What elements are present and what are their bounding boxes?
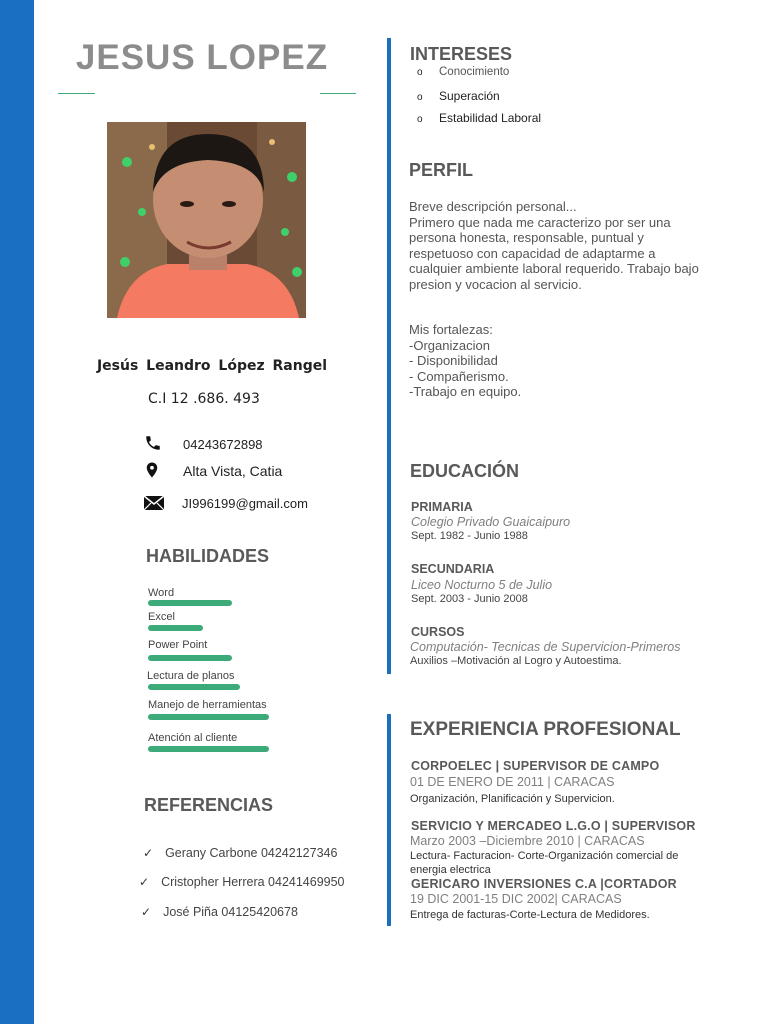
job-meta: 01 DE ENERO DE 2011 | CARACAS [410,775,615,789]
id-number: C.I 12 .686. 493 [148,391,260,407]
email-icon [143,495,165,516]
education-dates: Sept. 1982 - Junio 1988 [411,530,528,542]
phone-number: 04243672898 [183,437,263,452]
education-school: Liceo Nocturno 5 de Julio [411,578,553,592]
interest-item: o Estabilidad Laboral [417,111,542,125]
reference-text: Cristopher Herrera 04241469950 [161,875,345,889]
address: Alta Vista, Catia [183,463,283,479]
left-accent-bar [0,0,34,1024]
email-address: JI996199@gmail.com [182,496,308,511]
interest-item: o Conocimiento [417,66,510,78]
check-icon: ✓ [141,905,152,919]
interest-item: o Superación [417,89,500,103]
skill-bar [148,684,240,690]
reference-item [141,905,298,919]
reference-text: Gerany Carbone 04242127346 [165,846,338,860]
profile-photo [107,122,306,318]
phone-icon [144,434,162,457]
bullet-icon: o [417,92,423,103]
job-title: SERVICIO Y MERCADEO L.G.O | SUPERVISOR [411,819,696,833]
bullet-icon: o [417,67,423,78]
education-school: Colegio Privado Guaicaipuro [411,515,571,529]
job-description: Lectura- Facturacion- Corte-Organización comercial de energia electrica [410,850,679,876]
skill-label: Word [148,587,175,599]
experience-heading: EXPERIENCIA PROFESIONAL [410,719,681,740]
job-description: Organización, Planificación y Supervicion. [410,793,615,805]
skill-bar [148,746,269,752]
job-meta: 19 DIC 2001-15 DIC 2002| CARACAS [410,892,622,906]
skill-label: Power Point [148,639,208,651]
skills-heading: HABILIDADES [146,546,270,566]
education-dates: Sept. 2003 - Junio 2008 [411,593,528,605]
education-dates: Auxilios –Motivación al Logro y Autoestima. [410,655,622,667]
job-meta: Marzo 2003 –Diciembre 2010 | CARACAS [410,834,645,848]
job-title: GERICARO INVERSIONES C.A |CORTADOR [411,877,677,891]
section-divider-top [387,38,391,674]
reference-item [139,875,345,889]
profile-strengths: Mis fortalezas: -Organizacion - Disponibilidad - Compañerismo. -Trabajo en equipo. [409,322,522,399]
bullet-icon: o [417,114,423,125]
skill-bar [148,600,232,606]
page-title: JESUS LOPEZ [75,38,329,77]
job-description: Entrega de facturas-Corte-Lectura de Medidores. [410,909,650,921]
job-title: CORPOELEC | SUPERVISOR DE CAMPO [411,759,660,773]
skill-bar [148,625,203,631]
education-level: PRIMARIA [411,500,473,514]
location-pin-icon [143,461,161,484]
profile-description: Breve descripción personal... Primero que nada me caracterizo por ser una persona honesta, responsable, puntual y respetuoso con capacidad de adaptarme a cualquier ambiente laboral requerido. Trabajo bajo presion y vocacion al servicio. [409,199,699,292]
reference-item [143,846,337,860]
interests-heading: INTERESES [410,44,513,64]
full-name: Jesús Leandro López Rangel [96,358,328,374]
reference-text: José Piña 04125420678 [163,905,298,919]
check-icon: ✓ [139,875,150,889]
title-rule-right [320,93,356,94]
education-heading: EDUCACIÓN [410,461,520,481]
check-icon: ✓ [143,846,154,860]
education-level: SECUNDARIA [411,562,495,576]
title-rule-left [58,93,95,94]
education-level: CURSOS [411,625,465,639]
references-heading: REFERENCIAS [144,795,274,815]
skill-bar [148,655,232,661]
skill-label: Manejo de herramientas [148,699,267,711]
profile-heading: PERFIL [409,160,474,180]
skill-label: Excel [148,611,175,623]
education-school: Computación- Tecnicas de Supervicion-Primeros [410,640,681,654]
skill-label: Lectura de planos [147,670,235,682]
skill-label: Atención al cliente [148,732,238,744]
skill-bar [148,714,269,720]
section-divider-bottom [387,714,391,926]
